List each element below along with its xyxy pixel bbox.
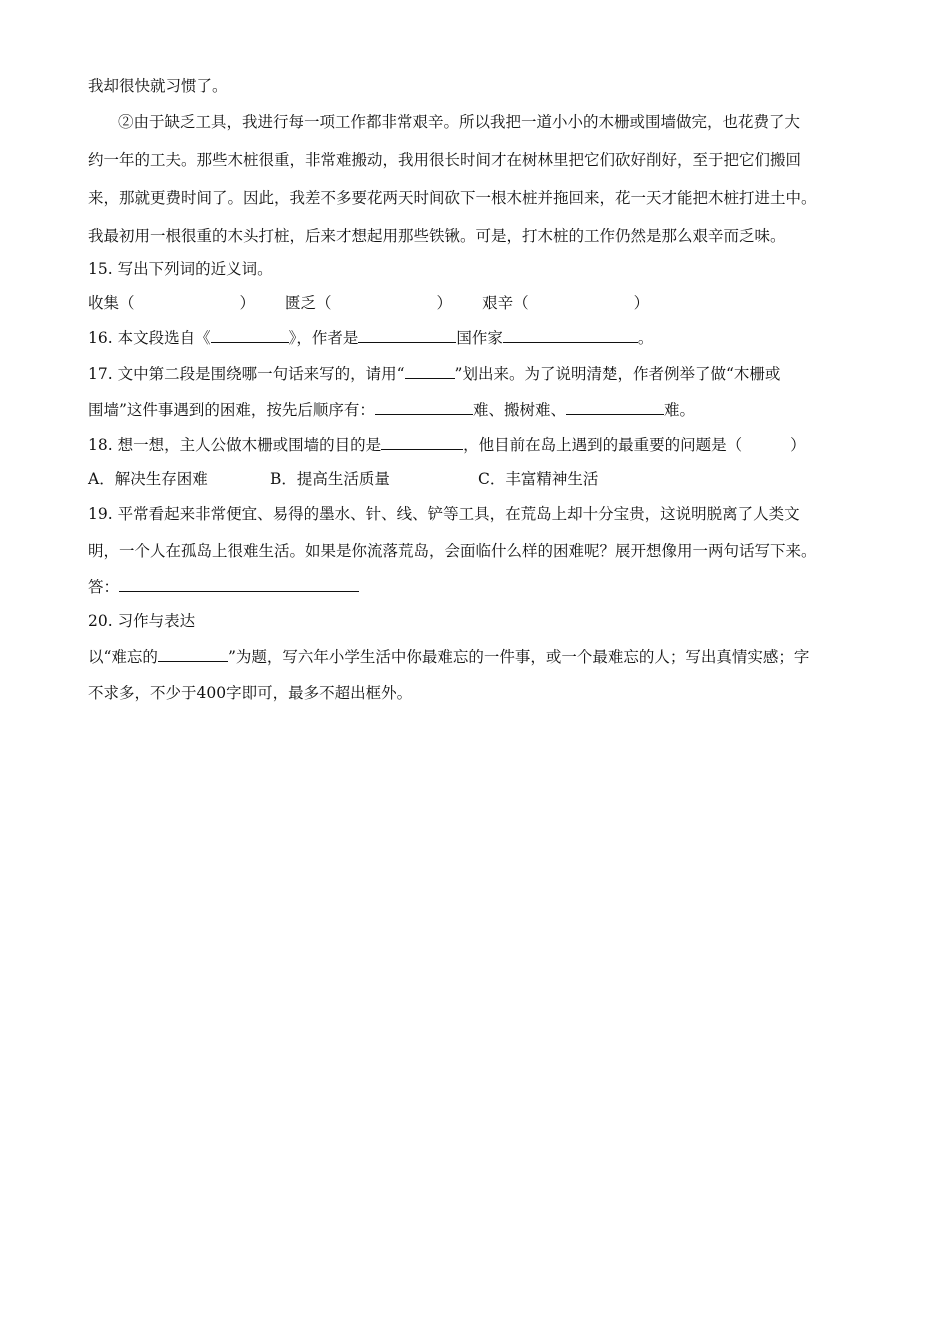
blank-difficulty-2[interactable] — [566, 399, 664, 415]
passage-line: ②由于缺乏工具，我进行每一项工作都非常艰辛。所以我把一道小小的木栅或围墙做完，也花费了大 — [118, 113, 801, 131]
option-c[interactable]: C．丰富精神生活 — [478, 470, 599, 488]
passage-line: 我最初用一根很重的木头打桩，后来才想起用那些铁锹。可是，打木桩的工作仍然是那么艰辛而乏味。 — [88, 227, 786, 245]
passage-line: 来，那就更费时间了。因此，我差不多要花两天时间砍下一根木桩并拖回来，花一天才能把木桩打进土中。 — [88, 189, 817, 207]
question-19-line2: 明，一个人在孤岛上很难生活。如果是你流落荒岛，会面临什么样的困难呢？展开想像用一两句话写下来。 — [88, 542, 817, 560]
question-17-line2: 围墙”这件事遇到的困难，按先后顺序有： 难、搬树难、 难。 — [88, 401, 695, 419]
blank-difficulty-1[interactable] — [375, 399, 473, 415]
passage-line: 我却很快就习惯了。 — [88, 77, 228, 95]
blank-book-title[interactable] — [211, 327, 289, 343]
question-20-title: 20. 习作与表达 — [88, 612, 196, 630]
question-15-prompt: 15. 写出下列词的近义词。 — [88, 260, 273, 278]
word-3: 艰辛（ — [482, 294, 529, 312]
close-paren: ） — [633, 294, 650, 312]
question-16: 16. 本文段选自《 》，作者是 国作家 。 — [88, 329, 654, 347]
question-17-line1: 17. 文中第二段是围绕哪一句话来写的，请用“ ”划出来。为了说明清楚，作者例举了做“木栅或 — [88, 365, 781, 383]
blank-purpose[interactable] — [381, 434, 463, 450]
option-a[interactable]: A．解决生存困难 — [88, 470, 208, 488]
question-20-line2: 不求多，不少于400字即可，最多不超出框外。 — [88, 684, 413, 702]
word-2: 匮乏（ — [285, 294, 332, 312]
question-18: 18. 想一想，主人公做木栅或围墙的目的是 ，他目前在岛上遇到的最重要的问题是（ ） — [88, 436, 806, 454]
word-1: 收集（ — [88, 294, 135, 312]
close-paren: ） — [239, 294, 256, 312]
blank-author[interactable] — [503, 327, 638, 343]
passage-line: 约一年的工夫。那些木桩很重，非常难搬动，我用很长时间才在树林里把它们砍好削好，至于把它们搬回 — [88, 151, 802, 169]
question-20-line1: 以“难忘的 ”为题，写六年小学生活中你最难忘的一件事，或一个最难忘的人；写出真情实感；字 — [88, 648, 810, 666]
question-19-answer: 答： — [88, 576, 890, 597]
close-paren: ） — [436, 294, 453, 312]
blank-underline-mark[interactable] — [405, 363, 455, 379]
question-15-words — [88, 293, 890, 313]
question-18-options — [88, 469, 890, 489]
answer-line[interactable] — [119, 576, 359, 592]
blank-country[interactable] — [358, 327, 456, 343]
blank-essay-title[interactable] — [158, 646, 228, 662]
option-b[interactable]: B．提高生活质量 — [270, 470, 390, 488]
question-19-line1: 19. 平常看起来非常便宜、易得的墨水、针、线、铲等工具，在荒岛上却十分宝贵，这说明脱离了人类文 — [88, 505, 800, 523]
